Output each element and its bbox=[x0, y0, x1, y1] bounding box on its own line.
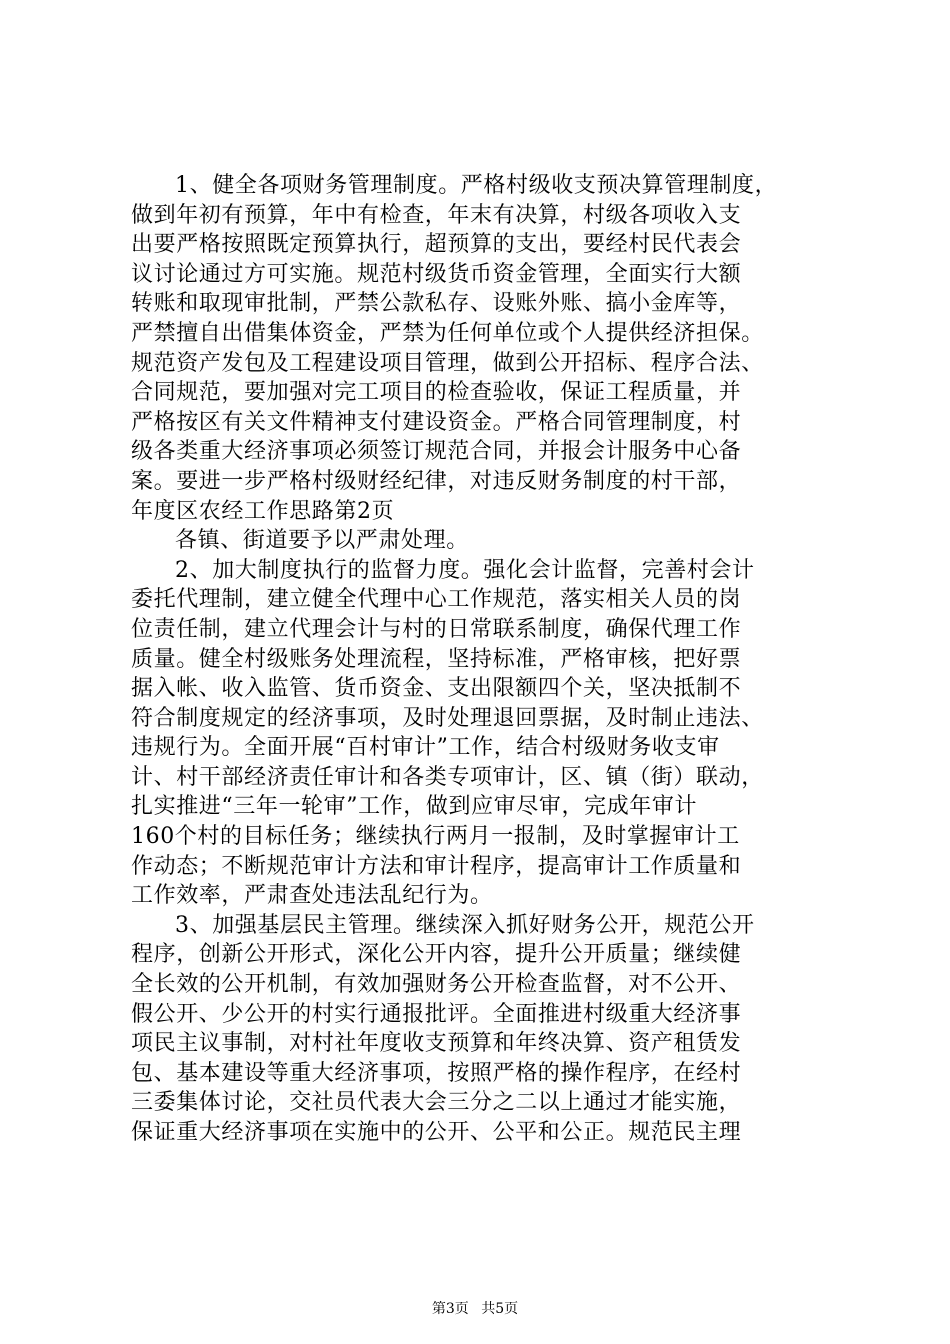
text-line: 合同规范，要加强对完工项目的检查验收，保证工程质量，并 bbox=[131, 380, 742, 406]
text-line: 据入帐、收入监管、货币资金、支出限额四个关，坚决抵制不 bbox=[131, 676, 742, 702]
text-line: 符合制度规定的经济事项，及时处理退回票据，及时制止违法、 bbox=[131, 705, 764, 731]
paragraph bbox=[131, 911, 831, 1148]
text-line: 议讨论通过方可实施。规范村级货币资金管理，全面实行大额 bbox=[131, 261, 742, 287]
page-footer bbox=[0, 1300, 950, 1318]
text-line: 各镇、街道要予以严肃处理。 bbox=[175, 528, 469, 554]
text-line: 委托代理制，建立健全代理中心工作规范，落实相关人员的岗 bbox=[131, 587, 742, 613]
text-line: 全长效的公开机制，有效加强财务公开检查监督，对不公开、 bbox=[131, 972, 742, 998]
document-body bbox=[131, 171, 831, 1148]
text-line: 包、基本建设等重大经济事项，按照严格的操作程序，在经村 bbox=[131, 1060, 742, 1086]
text-line: 作动态；不断规范审计方法和审计程序，提高审计工作质量和 bbox=[131, 853, 742, 879]
paragraph bbox=[131, 526, 831, 556]
text-line: 1、健全各项财务管理制度。严格村级收支预决算管理制度， bbox=[175, 173, 778, 198]
text-line: 级各类重大经济事项必须签订规范合同，并报会计服务中心备 bbox=[131, 439, 742, 465]
text-line: 3、加强基层民主管理。继续深入抓好财务公开，规范公开 bbox=[175, 912, 755, 938]
text-line: 160个村的目标任务；继续执行两月一报制，及时掌握审计工 bbox=[131, 824, 740, 850]
text-line: 案。要进一步严格村级财经纪律，对违反财务制度的村干部， bbox=[131, 468, 742, 494]
text-line: 项民主议事制，对村社年度收支预算和年终决算、资产租赁发 bbox=[131, 1031, 742, 1057]
page-number: 第3页 bbox=[431, 1301, 469, 1317]
text-line: 2、加大制度执行的监督力度。强化会计监督，完善村会计 bbox=[175, 557, 755, 583]
text-line: 规范资产发包及工程建设项目管理，做到公开招标、程序合法、 bbox=[131, 350, 764, 376]
text-line: 严格按区有关文件精神支付建设资金。严格合同管理制度，村 bbox=[131, 409, 742, 435]
text-line: 严禁擅自出借集体资金，严禁为任何单位或个人提供经济担保。 bbox=[131, 320, 764, 346]
text-line: 位责任制，建立代理会计与村的日常联系制度，确保代理工作 bbox=[131, 616, 742, 642]
paragraph bbox=[131, 556, 831, 911]
text-line: 做到年初有预算，年中有检查，年末有决算，村级各项收入支 bbox=[131, 202, 742, 228]
text-line: 保证重大经济事项在实施中的公开、公平和公正。规范民主理 bbox=[131, 1120, 742, 1145]
page-total: 共5页 bbox=[481, 1301, 519, 1317]
text-line: 计、村干部经济责任审计和各类专项审计，区、镇（街）联动， bbox=[131, 764, 764, 790]
text-line: 假公开、少公开的村实行通报批评。全面推进村级重大经济事 bbox=[131, 1001, 742, 1027]
text-line: 年度区农经工作思路第2页 bbox=[131, 498, 395, 524]
text-line: 工作效率，严肃查处违法乱纪行为。 bbox=[131, 883, 493, 909]
text-line: 违规行为。全面开展“百村审计”工作，结合村级财务收支审 bbox=[131, 735, 720, 761]
paragraph bbox=[131, 171, 831, 526]
text-line: 扎实推进“三年一轮审”工作，做到应审尽审，完成年审计 bbox=[131, 794, 698, 820]
text-line: 质量。健全村级账务处理流程，坚持标准，严格审核，把好票 bbox=[131, 646, 742, 672]
text-line: 转账和取现审批制，严禁公款私存、设账外账、搞小金库等， bbox=[131, 291, 742, 317]
text-line: 三委集体讨论，交社员代表大会三分之二以上通过才能实施， bbox=[131, 1090, 742, 1116]
text-line: 程序，创新公开形式，深化公开内容，提升公开质量；继续健 bbox=[131, 942, 742, 968]
text-line: 出要严格按照既定预算执行，超预算的支出，要经村民代表会 bbox=[131, 232, 742, 258]
